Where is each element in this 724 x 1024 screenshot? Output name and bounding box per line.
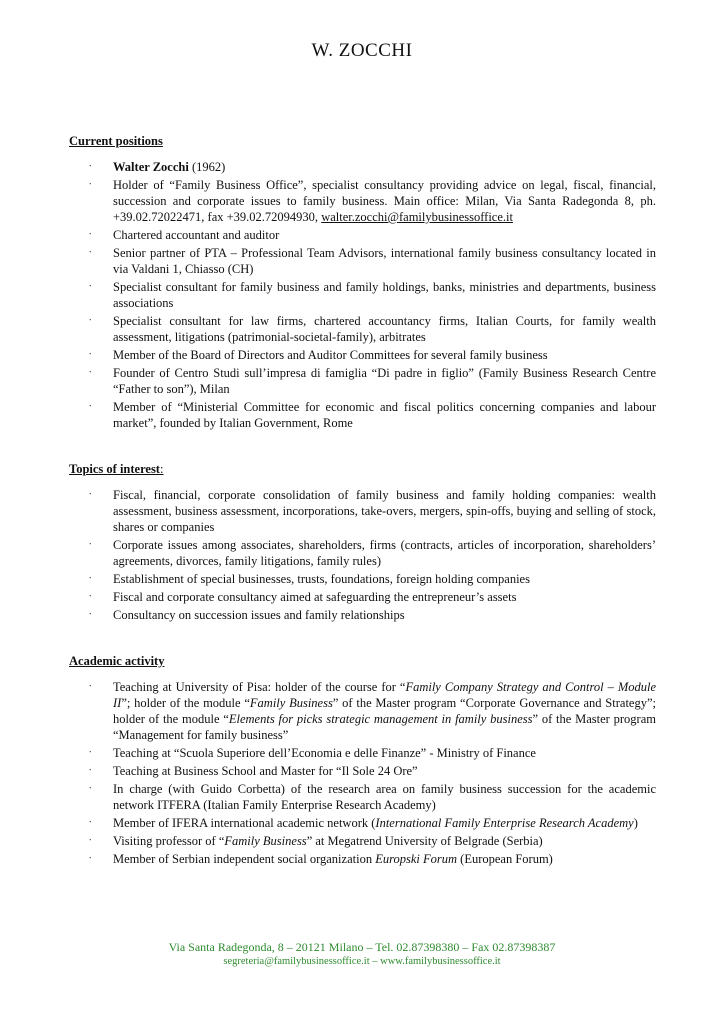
topics-heading-colon: :: [159, 462, 164, 476]
bullet-icon: ∙: [89, 747, 92, 758]
module-title: Family Business: [249, 696, 333, 710]
academic-list: [69, 679, 656, 867]
list-item: [69, 159, 656, 175]
list-item-text: In charge (with Guido Corbetta) of the research area on family business succession for the academic network ITFERA (Italian Family Enterprise Research Academy): [113, 782, 656, 812]
birth-year: (1962): [188, 160, 226, 174]
list-item: [69, 589, 656, 605]
email-link[interactable]: walter.zocchi@familybusinessoffice.it: [321, 210, 513, 224]
text-run: (European Forum): [457, 852, 553, 866]
text-run: ” of the Master program “Corporate Governance and Strategy”; holder of the module “: [113, 696, 656, 726]
bullet-icon: ∙: [89, 367, 92, 378]
list-item-text: Holder of “Family Business Office”, specialist consultancy providing advice on legal, fiscal, financial, succession and corporate issues to family business. Main office: Milan, Via Santa Radegonda 8, ph. +39.02.72022471, fax +39.02.72094930,: [113, 178, 656, 224]
list-item-text: Establishment of special businesses, trusts, foundations, foreign holding companies: [113, 572, 530, 586]
text-run: ”; holder of the module “: [121, 696, 250, 710]
list-item-text: Fiscal, financial, corporate consolidation of family business and family holding companies: wealth assessment, business assessment, incorporations, take-overs, mergers, spin-offs, buying and selling of stock, shares or companies: [113, 488, 656, 534]
list-item-text: Teaching at Business School and Master for “Il Sole 24 Ore”: [113, 764, 418, 778]
bullet-icon: ∙: [89, 609, 92, 620]
list-item: [69, 745, 656, 761]
bullet-icon: ∙: [89, 591, 92, 602]
list-item: [69, 537, 656, 569]
list-item-text: Member of “Ministerial Committee for economic and fiscal politics concerning companies and labour market”, founded by Italian Government, Rome: [113, 400, 656, 430]
topics-list: [69, 487, 656, 623]
topics-heading-text: Topics of interest: [69, 462, 160, 476]
text-run: ” of the Master program “Management for family business”: [113, 712, 656, 742]
list-item: [69, 347, 656, 363]
bullet-icon: ∙: [89, 539, 92, 550]
list-item-text: Specialist consultant for law firms, chartered accountancy firms, Italian Courts, for family wealth assessment, litigations (patrimonial-societal-family), arbitrates: [113, 314, 656, 344]
list-item-text: Specialist consultant for family business and family holdings, banks, ministries and departments, business associations: [113, 280, 656, 310]
text-run: Member of Serbian independent social organization: [113, 852, 376, 866]
list-item-text: Chartered accountant and auditor: [113, 228, 280, 242]
list-item-text: Consultancy on succession issues and family relationships: [113, 608, 405, 622]
bullet-icon: ∙: [89, 229, 92, 240]
footer-address: Via Santa Radegonda, 8 – 20121 Milano – Tel. 02.87398380 – Fax 02.87398387: [168, 940, 556, 954]
module-title: Elements for picks strategic management in family business: [228, 712, 533, 726]
bullet-icon: ∙: [89, 817, 92, 828]
list-item: [69, 245, 656, 277]
current-positions-section: [69, 134, 656, 433]
list-item: [69, 679, 656, 743]
bullet-icon: ∙: [89, 853, 92, 864]
current-positions-list: [69, 159, 656, 431]
text-run: Member of IFERA international academic network (: [113, 816, 376, 830]
person-name: Walter Zocchi: [113, 160, 189, 174]
bullet-icon: ∙: [89, 161, 92, 172]
topics-section: [69, 462, 656, 625]
bullet-icon: ∙: [89, 489, 92, 500]
bullet-icon: ∙: [89, 573, 92, 584]
list-item-text: Member of the Board of Directors and Auditor Committees for several family business: [113, 348, 548, 362]
list-item: [69, 365, 656, 397]
list-item: [69, 177, 656, 225]
current-positions-heading: Current positions: [69, 134, 163, 148]
list-item-text: Fiscal and corporate consultancy aimed at safeguarding the entrepreneur’s assets: [113, 590, 517, 604]
page-title: W. ZOCCHI: [311, 40, 413, 61]
list-item-text: Teaching at “Scuola Superiore dell’Economia e delle Finanze” - Ministry of Finance: [113, 746, 536, 760]
organization-name: Europski Forum: [375, 852, 458, 866]
list-item-text: Corporate issues among associates, shareholders, firms (contracts, articles of incorporation, shareholders’ agreements, divorces, family litigations, family rules): [113, 538, 656, 568]
list-item: [69, 571, 656, 587]
footer-contacts: segreteria@familybusinessoffice.it – www.familybusinessoffice.it: [223, 956, 501, 967]
course-title: Family Company Strategy and Control – Module II: [113, 680, 657, 710]
text-run: ): [633, 816, 638, 830]
academic-section: [69, 654, 656, 869]
bullet-icon: ∙: [89, 315, 92, 326]
academic-heading: Academic activity: [69, 654, 165, 668]
bullet-icon: ∙: [89, 179, 92, 190]
course-title: Family Business: [224, 834, 307, 848]
list-item: [69, 227, 656, 243]
text-run: Teaching at University of Pisa: holder of the course for “: [113, 680, 406, 694]
network-name: International Family Enterprise Research Academy: [375, 816, 634, 830]
list-item: [69, 313, 656, 345]
list-item-text: Founder of Centro Studi sull’impresa di famiglia “Di padre in figlio” (Family Business Research Centre “Father to son”), Milan: [113, 366, 656, 396]
bullet-icon: ∙: [89, 281, 92, 292]
list-item: [69, 399, 656, 431]
text-run: ” at Megatrend University of Belgrade (Serbia): [306, 834, 543, 848]
list-item: [69, 279, 656, 311]
list-item: [69, 815, 656, 831]
text-run: Visiting professor of “: [113, 834, 225, 848]
bullet-icon: ∙: [89, 765, 92, 776]
bullet-icon: ∙: [89, 783, 92, 794]
list-item: [69, 851, 656, 867]
list-item-text: Senior partner of PTA – Professional Team Advisors, international family business consultancy located in via Valdani 1, Chiasso (CH): [113, 246, 656, 276]
bullet-icon: ∙: [89, 681, 92, 692]
list-item: [69, 607, 656, 623]
bullet-icon: ∙: [89, 401, 92, 412]
topics-heading: [69, 462, 656, 477]
bullet-icon: ∙: [89, 247, 92, 258]
list-item: [69, 833, 656, 849]
list-item: [69, 487, 656, 535]
bullet-icon: ∙: [89, 835, 92, 846]
bullet-icon: ∙: [89, 349, 92, 360]
list-item: [69, 781, 656, 813]
list-item: [69, 763, 656, 779]
